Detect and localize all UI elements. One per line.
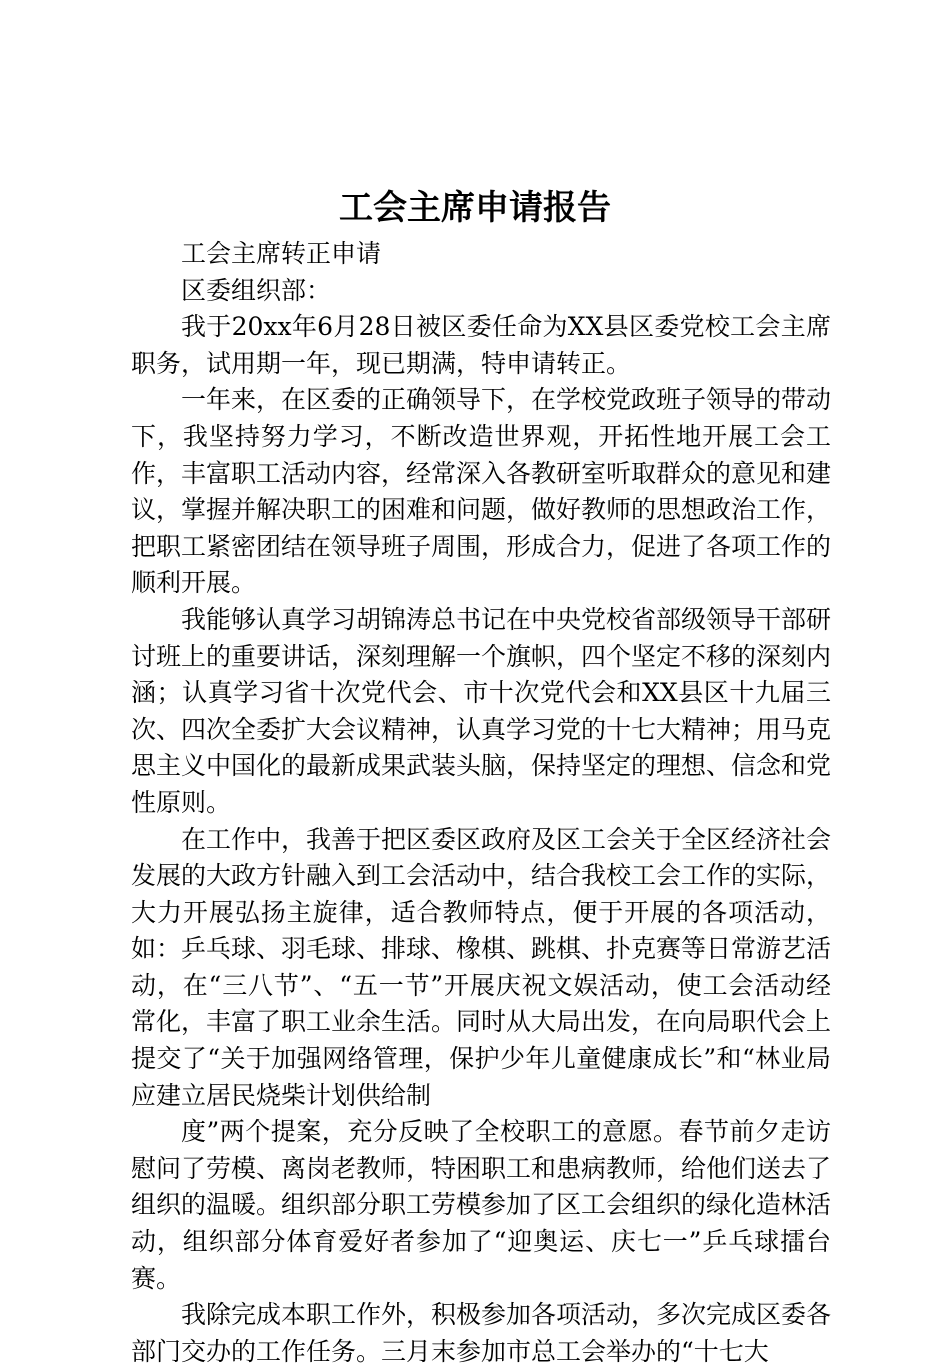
paragraph: 我于20xx年6月28日被区委任命为XX县区委党校工会主席职务，试用期一年，现已期满，特申请转正。 <box>131 312 831 378</box>
paragraph: 度”两个提案，充分反映了全校职工的意愿。春节前夕走访慰问了劳模、离岗老教师，特困职工和患病教师，给他们送去了组织的温暖。组织部分职工劳模参加了区工会组织的绿化造林活动，组织部分体育爱好者参加了“迎奥运、庆七一”乒乓球擂台赛。 <box>131 1117 832 1293</box>
paragraph: 一年来，在区委的正确领导下，在学校党政班子领导的带动下，我坚持努力学习，不断改造世界观，开拓性地开展工会工作，丰富职工活动内容，经常深入各教研室听取群众的意见和建议，掌握并解决职工的困难和问题，做好教师的思想政治工作，把职工紧密团结在领导班子周围，形成合力，促进了各项工作的顺利开展。 <box>131 385 832 598</box>
paragraph-subtitle: 工会主席转正申请 <box>181 239 382 268</box>
document-body <box>131 236 831 1370</box>
paragraph: 我能够认真学习胡锦涛总书记在中央党校省部级领导干部研讨班上的重要讲话，深刻理解一个旗帜，四个坚定不移的深刻内涵；认真学习省十次党代会、市十次党代会和XX县区十九届三次、四次全委扩大会议精神，认真学习党的十七大精神；用马克思主义中国化的最新成果武装头脑，保持坚定的理想、信念和党性原则。 <box>131 604 832 817</box>
paragraph-addressee: 区委组织部： <box>181 275 332 305</box>
document-title: 工会主席申请报告 <box>339 188 611 228</box>
paragraph: 在工作中，我善于把区委区政府及区工会关于全区经济社会发展的大政方针融入到工会活动中，结合我校工会工作的实际，大力开展弘扬主旋律，适合教师特点，便于开展的各项活动，如：乒乓球、羽毛球、排球、橡棋、跳棋、扑克赛等日常游艺活动，在“三八节”、“五一节”开展庆祝文娱活动，使工会活动经常化，丰富了职工业余生活。同时从大局出发，在向局职代会上提交了“关于加强网络管理，保护少年儿童健康成长”和“林业局应建立居民烧柴计划供给制 <box>131 824 832 1110</box>
paragraph: 我除完成本职工作外，积极参加各项活动，多次完成区委各部门交办的工作任务。三月末参加市总工会举办的“十七大 <box>131 1300 832 1366</box>
